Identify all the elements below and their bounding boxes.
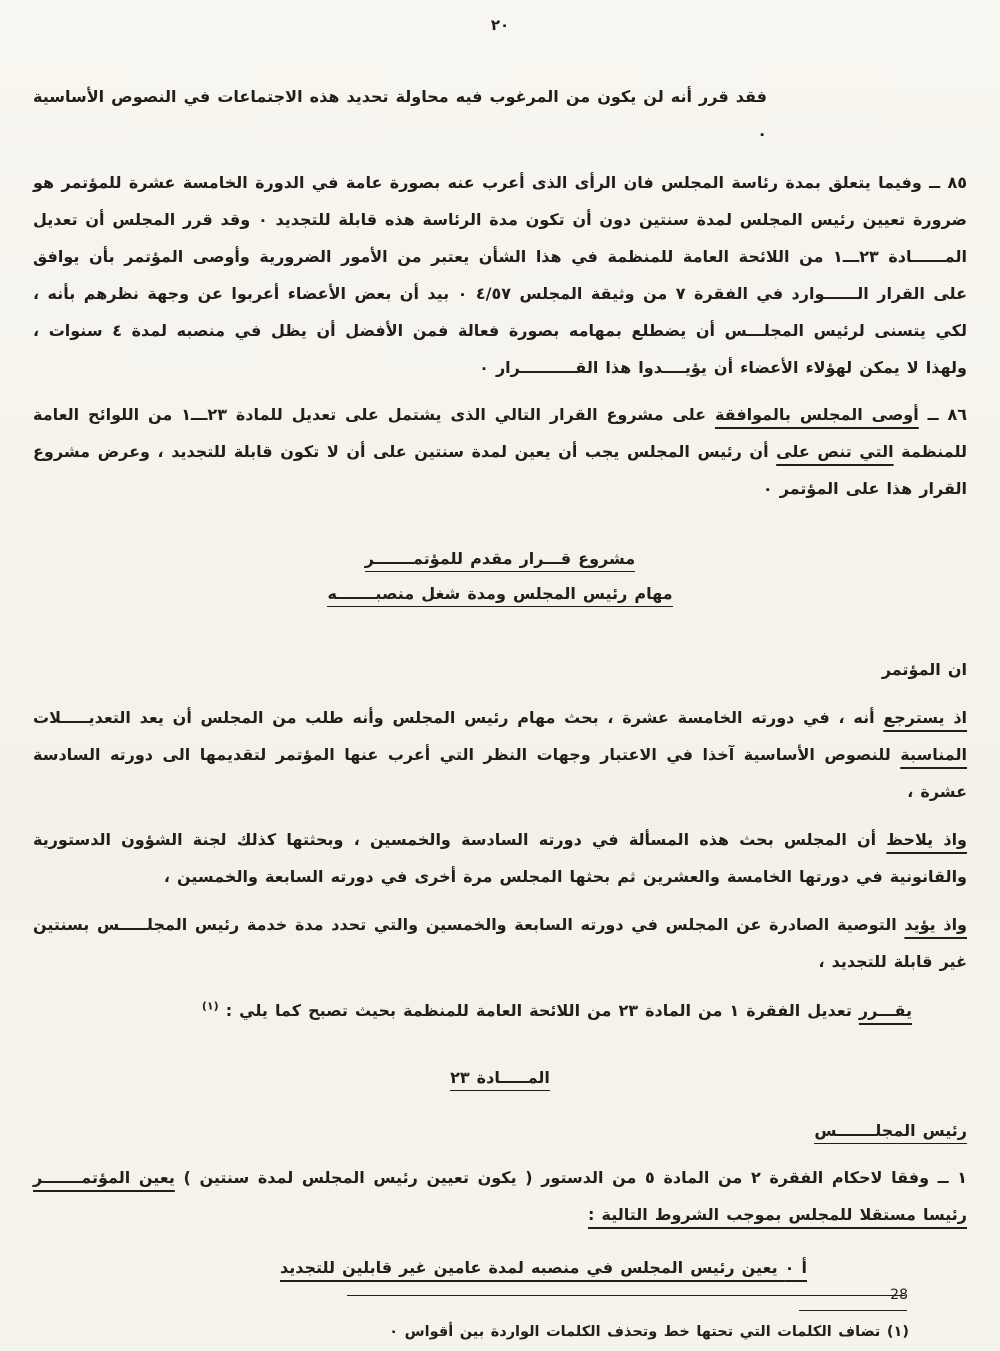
clause-decides-lead: يقـــرر xyxy=(858,1001,912,1020)
footnote-reference: (١) xyxy=(201,999,219,1013)
page-number-bottom: 28 xyxy=(890,1287,908,1303)
article-item-a-text: أ ٠ يعين رئيس المجلس في منصبه لمدة عامين غير قابلين للتجديد xyxy=(279,1258,807,1277)
paragraph-86-underlined-phrase-2: التي تنص على xyxy=(776,442,894,461)
draft-resolution-title-line1: مشروع قـــرار مقدم للمؤتمـــــــر xyxy=(365,549,635,572)
clause-noting-lead: واذ يلاحظ xyxy=(886,830,968,849)
clause-recalling-text-1: أنه ، في دورته الخامسة عشرة ، بحث مهام رئيس المجلس وأنه طلب من المجلس أن يعد التعديـــــلات xyxy=(33,708,884,727)
clause-recalling-text-2: للنصوص الأساسية آخذا في الاعتبار وجهات النظر التي أعرب عنها المؤتمر لتقديمها الى دورته السادسة عشرة ، xyxy=(33,745,967,801)
resolution-opening: ان المؤتمر xyxy=(881,660,967,679)
clause-noting-text: أن المجلس بحث هذه المسألة في دورته السادسة والخمسين ، وبحثتها كذلك لجنة الشؤون الدستورية والقانونية في دورتها الخامسة والعشرين ثم بحثها المجلس مرة أخرى في دورته السابعة والخمسين ، xyxy=(33,830,967,886)
article-item-1 xyxy=(33,1159,967,1233)
clause-endorsing-lead: واذ يؤيد xyxy=(904,915,967,934)
draft-resolution-title-line2-wrap xyxy=(33,576,967,611)
clause-recalling xyxy=(33,699,967,810)
article-subheading xyxy=(33,1112,967,1149)
article-item-a xyxy=(33,1249,967,1286)
clause-decides-text: تعديل الفقرة ١ من المادة ٢٣ من اللائحة العامة للمنظمة بحيث تصبح كما يلي : xyxy=(218,1001,859,1020)
clause-decides xyxy=(33,992,967,1029)
footnote-text: (١) تضاف الكلمات التي تحتها خط وتحذف الكلمات الواردة بين أقواس ٠ xyxy=(389,1324,909,1340)
article-subheading-text: رئيس المجلـــــــس xyxy=(814,1121,967,1144)
draft-resolution-title-line2: مهام رئيس المجلس ومدة شغل منصبـــــــه xyxy=(327,584,672,607)
article-heading-text: المـــــادة ٢٣ xyxy=(450,1068,550,1091)
page-number-top: ٢٠ xyxy=(490,16,510,34)
clause-endorsing-text: التوصية الصادرة عن المجلس في دورته السابعة والخمسين والتي تحدد مدة خدمة رئيس المجلـــــس بسنتين غير قابلة للتجديد ، xyxy=(33,915,967,971)
article-heading xyxy=(33,1059,967,1096)
clause-recalling-underlined-word: المناسبة xyxy=(900,745,967,764)
clause-noting xyxy=(33,821,967,895)
clause-endorsing xyxy=(33,906,967,980)
paragraph-86-suffix: أن رئيس المجلس يجب أن يعين لمدة سنتين على أن لا تكون قابلة للتجديد ، وعرض مشروع القرار هذا على المؤتمر ٠ xyxy=(33,442,967,498)
paragraph-continuation: فقد قرر أنه لن يكون من المرغوب فيه محاولة تحديد هذه الاجتماعات في النصوص الأساسية ٠ xyxy=(33,87,767,143)
footnote-separator-rule xyxy=(799,1310,907,1311)
article-item-1-text: ١ ــ وفقا لاحكام الفقرة ٢ من المادة ٥ من الدستور ( يكون تعيين رئيس المجلس لمدة سنتين ) xyxy=(174,1168,968,1187)
draft-resolution-title xyxy=(33,541,967,611)
paragraph-86 xyxy=(33,396,967,507)
clause-recalling-lead: اذ يسترجع xyxy=(883,708,968,727)
paragraph-86-underlined-phrase-1: أوصى المجلس بالموافقة xyxy=(714,405,919,424)
article-item-1-underlined: يعين المؤتمـــــــر رئيسا مستقلا للمجلس بموجب الشروط التالية : xyxy=(33,1168,967,1224)
draft-resolution-title-line1-wrap xyxy=(33,541,967,576)
paragraph-85: ٨٥ ــ وفيما يتعلق بمدة رئاسة المجلس فان الرأى الذى أعرب عنه بصورة عامة في الدورة الخامسة عشرة للمؤتمر هو ضرورة تعيين رئيس المجلس لمدة سنتين دون أن تكون مدة الرئاسة هذه قابلة للتجديد ٠ وقد قرر المجلس أن تعديل المــــــادة ٢٣ـــ١ من اللائحة العامة للمنظمة في هذا الشأن يعتبر من الأمور الضرورية وأوصى المؤتمر بأن يوافق على القرار الــــــوارد في الفقرة ٧ من وثيقة المجلس ٤/٥٧ ٠ بيد أن بعض الأعضاء أعربوا عن وجهة نظرهم بأنه ، لكي يتسنى لرئيس المجلـــس أن يضطلع بمهامه بصورة فعالة فمن الأفضل أن يظل في منصبه لمدة ٤ سنوات ، ولهذا لا يمكن لهؤلاء الأعضاء أن يؤيــــدوا هذا القــــــــــرار ٠ xyxy=(33,173,968,377)
paragraph-86-middle: على مشروع القرار التالي الذى يشتمل على تعديل للمادة ٢٣ـــ١ من اللوائح العامة للمنظمة xyxy=(33,405,967,461)
paragraph-86-prefix: ٨٦ ــ xyxy=(918,405,968,424)
